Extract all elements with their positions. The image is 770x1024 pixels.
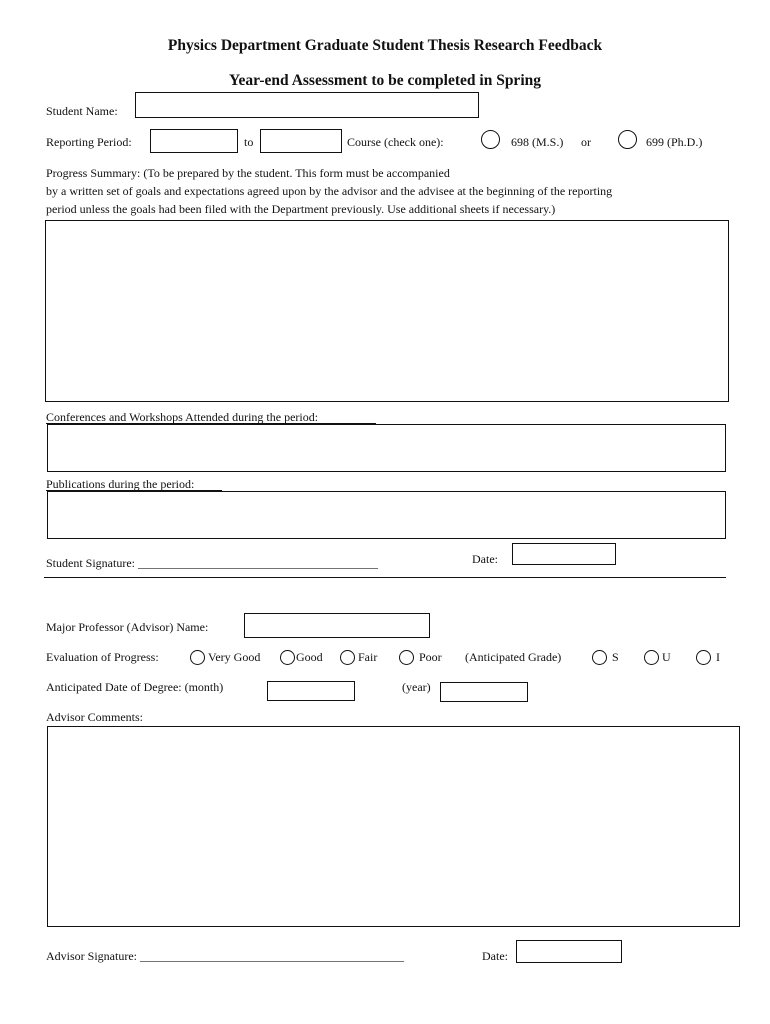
course-ms-label: 698 (M.S.) xyxy=(511,135,564,149)
form-subtitle: Year-end Assessment to be completed in Spring xyxy=(228,72,541,89)
advisor-name-label: Major Professor (Advisor) Name: xyxy=(46,620,209,634)
advisor-date-label: Date: xyxy=(482,949,508,963)
student-signature-line[interactable]: Student Signature: ________________________________________ xyxy=(46,556,378,570)
student-date-input[interactable] xyxy=(512,543,616,565)
degree-date-label: Anticipated Date of Degree: (month) xyxy=(46,680,224,694)
eval-very-good-label: Very Good xyxy=(208,650,261,664)
advisor-date-input[interactable] xyxy=(516,940,622,963)
eval-fair-label: Fair xyxy=(358,650,378,664)
eval-very-good-radio[interactable] xyxy=(190,650,205,665)
form-title: Physics Department Graduate Student Thesis Research Feedback xyxy=(167,37,603,54)
eval-good-label: Good xyxy=(296,650,323,664)
course-label: Course (check one): xyxy=(347,135,444,149)
evaluation-label: Evaluation of Progress: xyxy=(46,650,159,664)
student-name-input[interactable] xyxy=(135,92,479,118)
course-ms-radio[interactable] xyxy=(481,130,500,149)
advisor-name-input[interactable] xyxy=(244,613,430,638)
to-label: to xyxy=(244,135,254,149)
grade-u-radio[interactable] xyxy=(644,650,659,665)
reporting-period-start-input[interactable] xyxy=(150,129,238,153)
anticipated-grade-label: (Anticipated Grade) xyxy=(465,650,562,664)
course-phd-radio[interactable] xyxy=(618,130,637,149)
grade-u-label: U xyxy=(662,650,671,664)
progress-summary-line-3: period unless the goals had been filed with the Department previously. Use additional sheets if necessary.) xyxy=(46,202,556,216)
course-phd-label: 699 (Ph.D.) xyxy=(646,135,703,149)
advisor-comments-textarea[interactable] xyxy=(47,726,740,927)
student-name-label: Student Name: xyxy=(46,104,118,118)
publications-label: Publications during the period: xyxy=(46,477,195,491)
or-label: or xyxy=(581,135,591,149)
grade-i-radio[interactable] xyxy=(696,650,711,665)
grade-i-label: I xyxy=(716,650,720,664)
student-date-label: Date: xyxy=(472,552,498,566)
conferences-label: Conferences and Workshops Attended during the period: xyxy=(46,410,319,424)
degree-month-input[interactable] xyxy=(267,681,355,701)
grade-s-label: S xyxy=(612,650,619,664)
year-label: (year) xyxy=(402,680,431,694)
section-divider xyxy=(44,577,726,578)
reporting-period-end-input[interactable] xyxy=(260,129,342,153)
eval-fair-radio[interactable] xyxy=(340,650,355,665)
degree-year-input[interactable] xyxy=(440,682,528,702)
eval-good-radio[interactable] xyxy=(280,650,295,665)
advisor-signature-line[interactable]: Advisor Signature: ____________________________________________ xyxy=(46,949,404,963)
advisor-comments-label: Advisor Comments: xyxy=(46,710,144,724)
publications-textarea[interactable] xyxy=(47,491,726,539)
progress-summary-line-2: by a written set of goals and expectations agreed upon by the advisor and the advisee at the beginning of the reporting xyxy=(46,184,613,198)
progress-summary-line-1: Progress Summary: (To be prepared by the student. This form must be accompanied xyxy=(46,166,450,180)
reporting-period-label: Reporting Period: xyxy=(46,135,132,149)
eval-poor-radio[interactable] xyxy=(399,650,414,665)
conferences-textarea[interactable] xyxy=(47,424,726,472)
progress-summary-textarea[interactable] xyxy=(45,220,729,402)
grade-s-radio[interactable] xyxy=(592,650,607,665)
eval-poor-label: Poor xyxy=(419,650,442,664)
